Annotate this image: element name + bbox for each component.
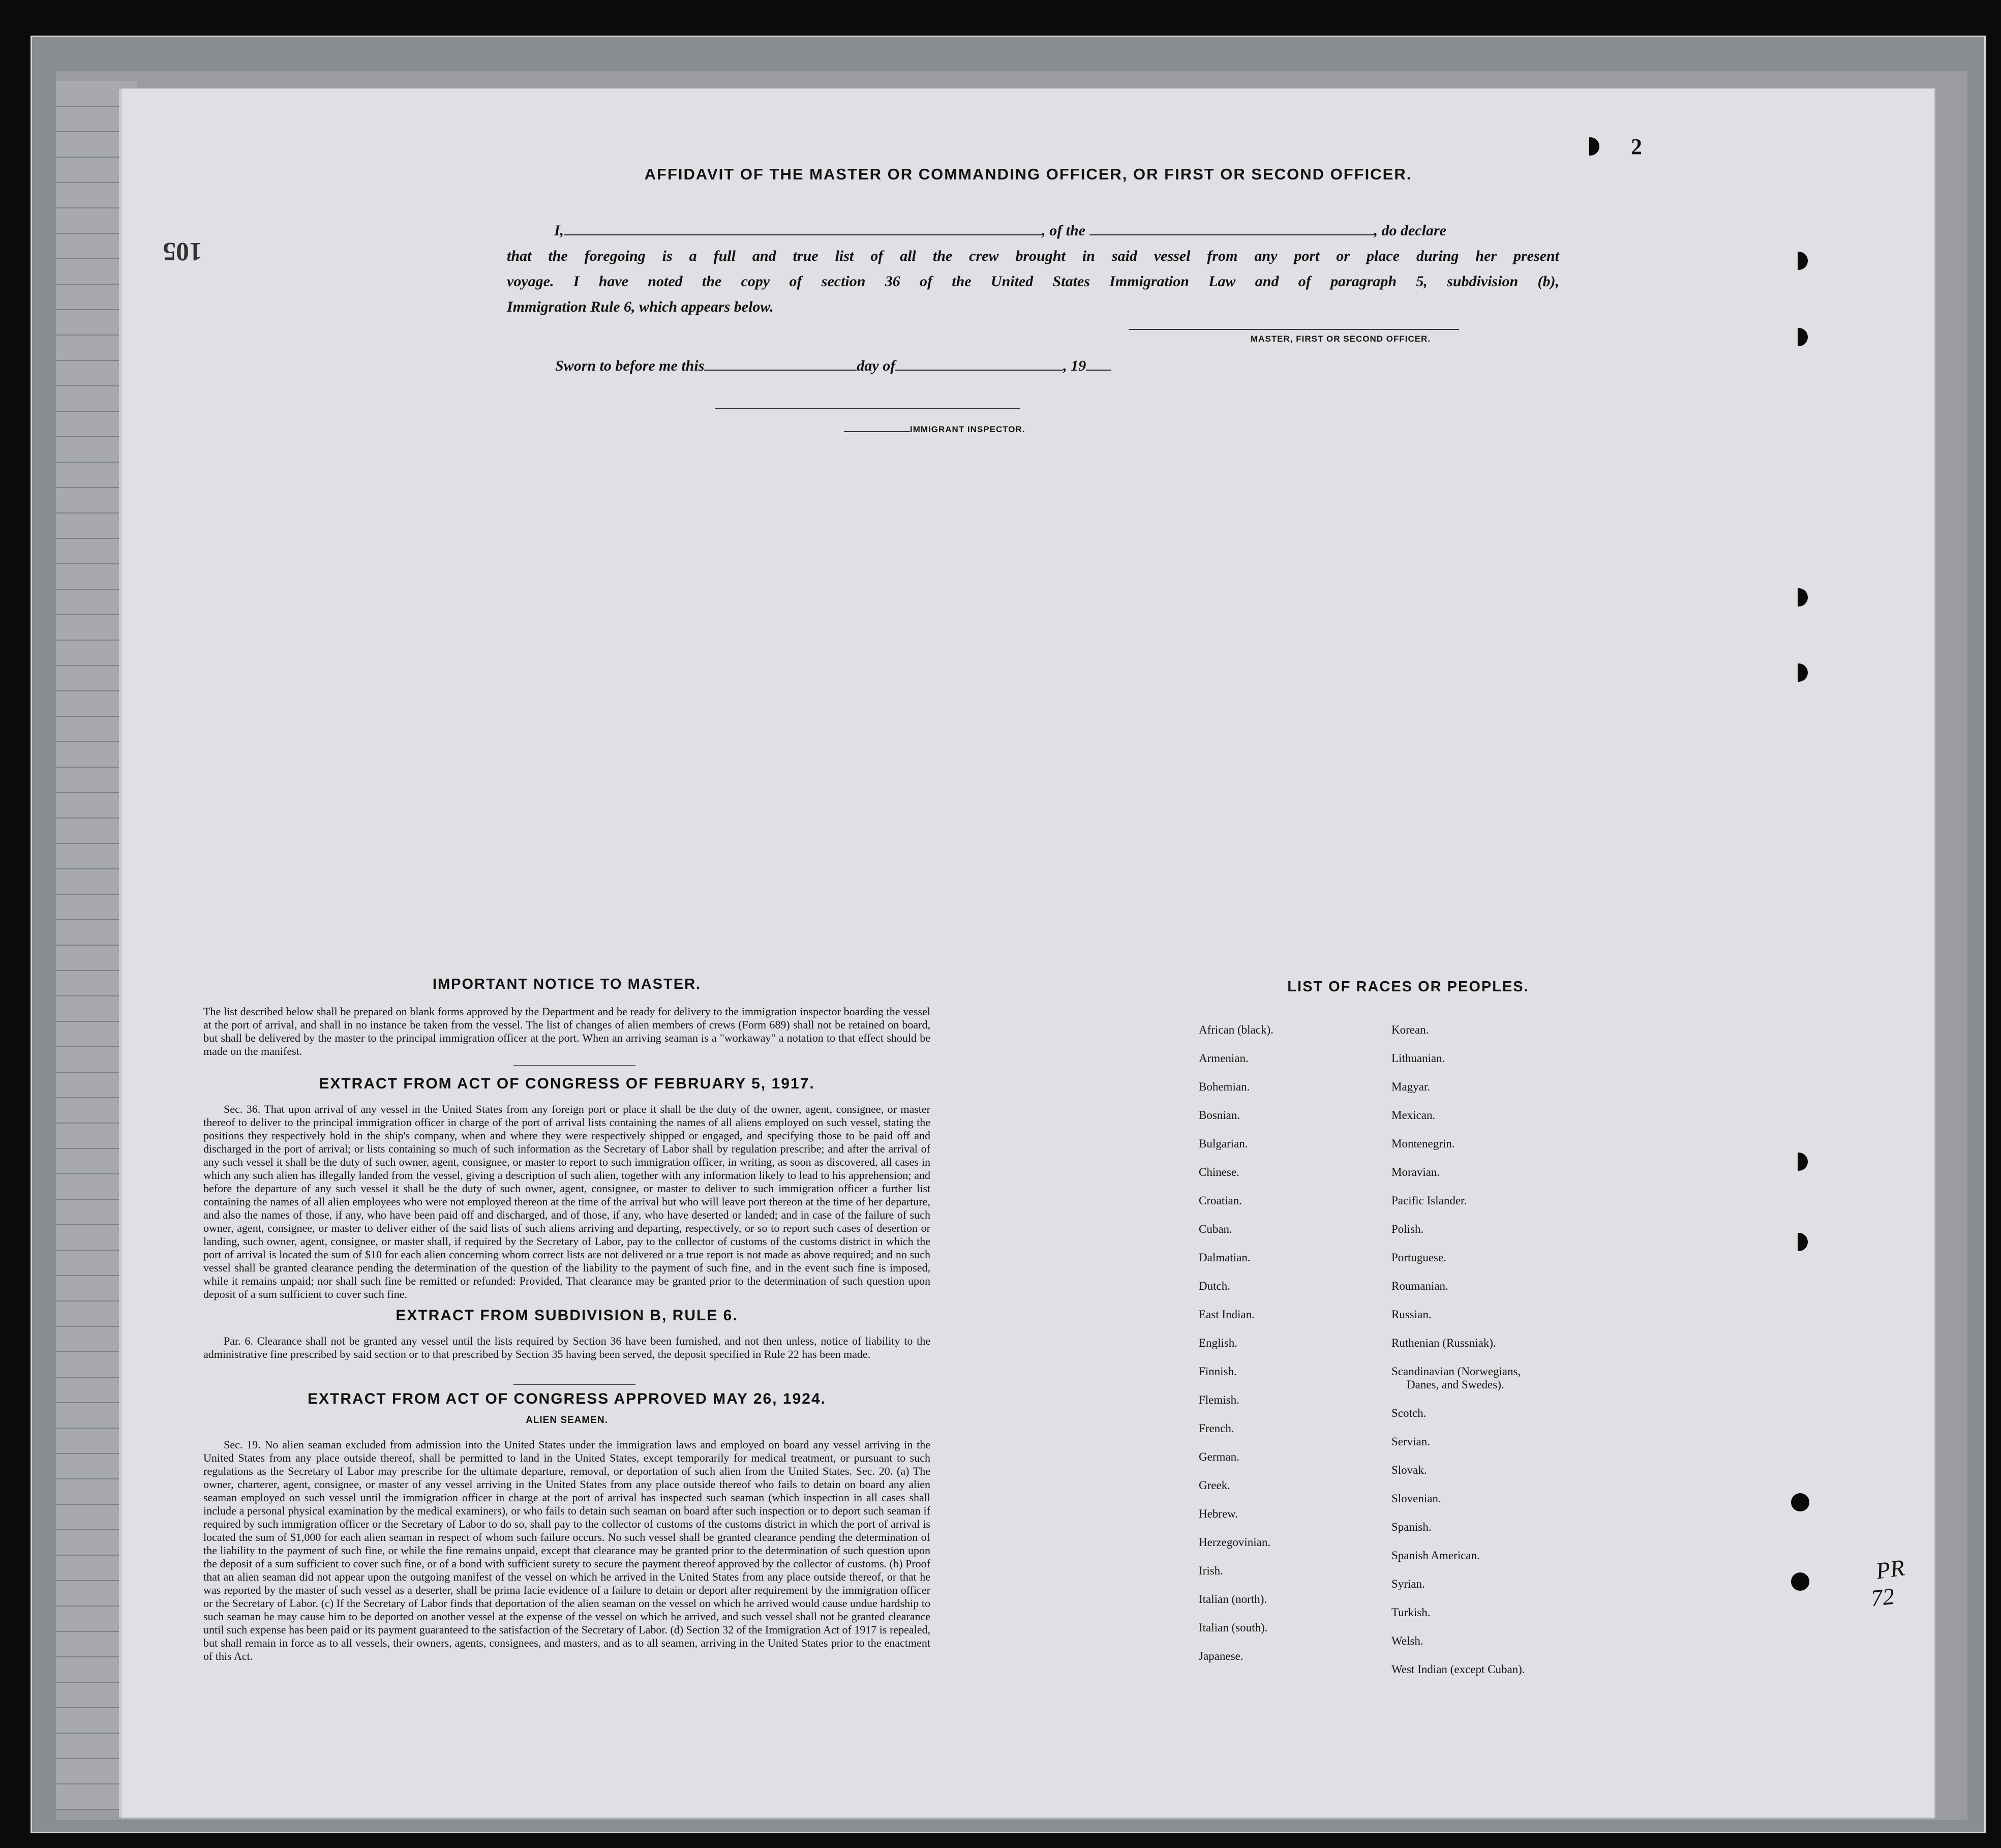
rule6-divider: [513, 1384, 635, 1385]
race-entry: Moravian.: [1391, 1166, 1440, 1178]
binder-hole: [1790, 328, 1808, 346]
race-entry: Mexican.: [1391, 1109, 1436, 1122]
race-entry: Korean.: [1391, 1023, 1429, 1036]
race-entry: Dalmatian.: [1199, 1251, 1251, 1264]
race-entry: Magyar.: [1391, 1080, 1431, 1093]
sworn-year-prefix: , 19: [1063, 357, 1086, 374]
race-entry: Finnish.: [1199, 1365, 1237, 1378]
race-entry: Bulgarian.: [1199, 1137, 1248, 1150]
race-entry: Bohemian.: [1199, 1080, 1250, 1093]
notice-text: The list described below shall be prepared on blank forms approved by the Department and be ready for delivery to the immigration inspector boarding the vessel at the port of arrival, and shall in no instance be taken from the vessel. The list of changes of alien members of crews (Form 689) shall not be retained on board, but shall be delivered by the master to the principal immigration officer at the port. When an arriving seaman is a "workaway" a notation to that effect should be made on the manifest.: [203, 1005, 930, 1057]
affidavit-line-2: that the foregoing is a full and true list of all the crew brought in said vessel from any port or place during her present: [507, 248, 1559, 264]
master-name-blank[interactable]: [564, 234, 1042, 235]
affidavit-page: [122, 89, 1934, 1817]
race-entry: Greek.: [1199, 1479, 1230, 1492]
affidavit-pronoun: I,: [554, 222, 564, 239]
race-entry: Hebrew.: [1199, 1507, 1238, 1520]
race-entry: Japanese.: [1199, 1650, 1244, 1662]
inspector-label: [844, 425, 1025, 435]
sworn-month-blank[interactable]: [895, 370, 1063, 371]
race-entry: Turkish.: [1391, 1606, 1431, 1619]
sworn-year-blank[interactable]: [1086, 370, 1111, 371]
race-entry: German.: [1199, 1450, 1239, 1463]
race-entry: Ruthenian (Russniak).: [1391, 1337, 1496, 1349]
race-entry: Herzegovinian.: [1199, 1536, 1271, 1549]
race-entry: English.: [1199, 1337, 1238, 1349]
race-entry: Servian.: [1391, 1435, 1431, 1448]
race-entry: Italian (north).: [1199, 1593, 1267, 1605]
affidavit-title: AFFIDAVIT OF THE MASTER OR COMMANDING OFFICER, OR FIRST OR SECOND OFFICER.: [644, 165, 1412, 183]
sworn-day-blank[interactable]: [704, 370, 857, 371]
extract-1917-title: EXTRACT FROM ACT OF CONGRESS OF FEBRUARY 5, 1917.: [319, 1075, 815, 1092]
race-entry: French.: [1199, 1422, 1234, 1435]
race-entry: Portuguese.: [1391, 1251, 1446, 1264]
race-entry: Spanish American.: [1391, 1549, 1480, 1562]
notice-title: IMPORTANT NOTICE TO MASTER.: [432, 976, 702, 992]
binder-hole: [1790, 663, 1808, 682]
binder-hole: [1790, 588, 1808, 607]
signature-line[interactable]: [1129, 329, 1459, 330]
race-entry: Armenian.: [1199, 1052, 1249, 1065]
vessel-name-blank[interactable]: [1089, 234, 1374, 235]
sworn-day-of: day of: [857, 357, 896, 374]
race-entry: Pacific Islander.: [1391, 1194, 1467, 1207]
affidavit-line-3: voyage. I have noted the copy of section 36 of the United States Immigration Law and of paragraph 5, subdivision (b),: [507, 273, 1559, 290]
race-entry: Russian.: [1391, 1308, 1432, 1321]
affidavit-line-1: [554, 222, 1446, 239]
race-entry: Scandinavian (Norwegians,: [1391, 1365, 1521, 1378]
race-entry: Slovenian.: [1391, 1492, 1441, 1505]
race-entry: Danes, and Swedes).: [1407, 1378, 1504, 1391]
race-entry: Polish.: [1391, 1223, 1424, 1235]
race-entry: Lithuanian.: [1391, 1052, 1445, 1065]
affidavit-of-the: , of the: [1042, 222, 1086, 239]
race-entry: Montenegrin.: [1391, 1137, 1455, 1150]
binder-hole: [1790, 1233, 1808, 1251]
race-entry: African (black).: [1199, 1023, 1274, 1036]
race-entry: West Indian (except Cuban).: [1391, 1663, 1525, 1676]
affidavit-do-declare: , do declare: [1374, 222, 1446, 239]
binder-hole: [1790, 1153, 1808, 1171]
signature-label: MASTER, FIRST OR SECOND OFFICER.: [1251, 334, 1431, 344]
sworn-prefix: Sworn to before me this: [555, 357, 705, 374]
affidavit-line-4: Immigration Rule 6, which appears below.: [507, 298, 774, 315]
race-entry: Irish.: [1199, 1564, 1223, 1577]
handwritten-page-number: 2: [1631, 134, 1642, 159]
margin-initials: PR: [1874, 1554, 1906, 1584]
race-entry: Slovak.: [1391, 1464, 1427, 1476]
race-entry: Bosnian.: [1199, 1109, 1240, 1122]
race-entry: Welsh.: [1391, 1634, 1423, 1647]
race-entry: Chinese.: [1199, 1166, 1239, 1178]
extract-1924-subtitle: ALIEN SEAMEN.: [526, 1415, 608, 1426]
binder-hole: [1790, 252, 1808, 270]
race-entry: Flemish.: [1199, 1393, 1239, 1406]
extract-1924-text: Sec. 19. No alien seaman excluded from admission into the United States under the immigration laws and employed on board any vessel arriving in the United States from any place outside thereof, shall be permitted to land in the United States, except temporarily for medical treatment, or pursuant to such regulations as the Secretary of Labor may prescribe for the ultimate departure, removal, or deportation of such alien from the United States. Sec. 20. (a) The owner, charterer, agent, consignee, or master of any vessel arriving in the United States from any place outside thereof who fails to detain on board any alien seaman employed on such vessel until the immigration officer in charge at the port of arrival has inspected such seaman (which inspection in all cases shall include a personal physical examination by the medical examiners), or who fails to detain such seaman on board after such inspection or to deport such seaman if required by such immigration officer or the Secretary of Labor to do so, shall pay to the collector of customs of the customs district in which the port of arrival is located the sum of $1,000 for each alien seaman in respect of whom such failure occurs. No such vessel shall be granted clearance pending the determination of the liability to the payment of such fine, or while the fine remains unpaid, except that clearance may be granted prior to the determination of such question upon the deposit of a sum sufficient to cover such fine, or of a bond with sufficient surety to secure the payment thereof approved by the collector of customs. (b) Proof that an alien seaman did not appear upon the outgoing manifest of the vessel on which he arrived in the United States from any place outside thereof, or that he was reported by the master of such vessel as a deserter, shall be prima facie evidence of a failure to detain or deport after requirement by the immigration officer or the Secretary of Labor. (c) If the Secretary of Labor finds that deportation of the alien seaman on the vessel on which he arrived would cause undue hardship to such seaman he may cause him to be deported on another vessel at the expense of the vessel on which he arrived, and such vessel shall not be granted clearance until such expense has been paid or its payment guaranteed to the satisfaction of the Secretary of Labor. (d) Section 32 of the Immigration Act of 1917 is repealed, but shall remain in force as to all vessels, their owners, agents, consignees, and masters, and as to all seamen, arriving in the United States prior to the enactment of this Act.: [203, 1438, 930, 1662]
race-entry: Italian (south).: [1199, 1621, 1268, 1634]
race-entry: Roumanian.: [1391, 1280, 1448, 1292]
race-entry: East Indian.: [1199, 1308, 1255, 1321]
extract-1917-text: Sec. 36. That upon arrival of any vessel in the United States from any foreign port or place it shall be the duty of the owner, agent, consignee, or master thereof to deliver to the principal immigration officer in charge of the port of arrival lists containing the names of all aliens employed on such vessel, stating the positions they respectively hold in the ship's company, when and where they were respectively shipped or engaged, and specifying those to be paid off and discharged in the port of arrival; or lists containing so much of such information as the Secretary of Labor shall by regulation prescribe; and after the arrival of any such vessel it shall be the duty of such owner, agent, consignee, or master to report to such immigration officer, in writing, as soon as discovered, all cases in which any such alien has illegally landed from the vessel, giving a description of such alien, together with any information likely to lead to his apprehension; and before the departure of any such vessel it shall be the duty of such owner, agent, consignee, or master to deliver to such immigration officer a further list containing the names of all alien employees who were not employed thereon at the time of the arrival but who will leave port thereon at the time of her departure, and also the names of those, if any, who have been paid off and discharged, and of those, if any, who have deserted or landed; and in case of the failure of such owner, agent, consignee, or master to deliver either of the said lists of such aliens arriving and departing, respectively, or so to report such cases of desertion or landing, such owner, agent, consignee, or master shall, if required by the Secretary of Labor, pay to the collector of customs of the customs district in which the port of arrival is located the sum of $10 for each alien concerning whom correct lists are not delivered or a true report is not made as above required; and no such vessel shall be granted clearance pending the determination of the question of the liability to the payment of such fine, and in the event such fine is imposed, while it remains unpaid; nor shall such fine be remitted or refunded: Provided, That clearance may be granted prior to the determination of such question upon deposit of a sum sufficient to cover such fine.: [203, 1103, 930, 1300]
race-entry: Spanish.: [1391, 1521, 1432, 1533]
race-entry: Cuban.: [1199, 1223, 1232, 1235]
race-entry: Croatian.: [1199, 1194, 1242, 1207]
binder-hole: [1581, 137, 1599, 156]
stamped-sheet-number: 105: [163, 237, 202, 266]
extract-rule6-text: Par. 6. Clearance shall not be granted any vessel until the lists required by Section 36 have been furnished, and not then unless, notice of liability to the administrative fine prescribed by said section or to that prescribed by Section 35 having been served, the deposit specified in Rule 22 has been made.: [203, 1335, 930, 1360]
inspector-label-text: IMMIGRANT INSPECTOR.: [910, 425, 1025, 434]
notice-divider: [513, 1065, 635, 1066]
binder-hole: [1791, 1493, 1809, 1511]
inspector-signature-line[interactable]: [715, 408, 1020, 409]
binder-hole: [1791, 1572, 1809, 1591]
margin-number: 72: [1869, 1583, 1896, 1612]
sworn-line: [555, 357, 1111, 375]
extract-rule6-title: EXTRACT FROM SUBDIVISION B, RULE 6.: [396, 1307, 738, 1324]
race-entry: Syrian.: [1391, 1578, 1425, 1590]
race-entry: Scotch.: [1391, 1407, 1427, 1419]
race-entry: Dutch.: [1199, 1280, 1230, 1292]
extract-1924-title: EXTRACT FROM ACT OF CONGRESS APPROVED MAY 26, 1924.: [308, 1390, 826, 1407]
races-title: LIST OF RACES OR PEOPLES.: [1287, 979, 1529, 995]
